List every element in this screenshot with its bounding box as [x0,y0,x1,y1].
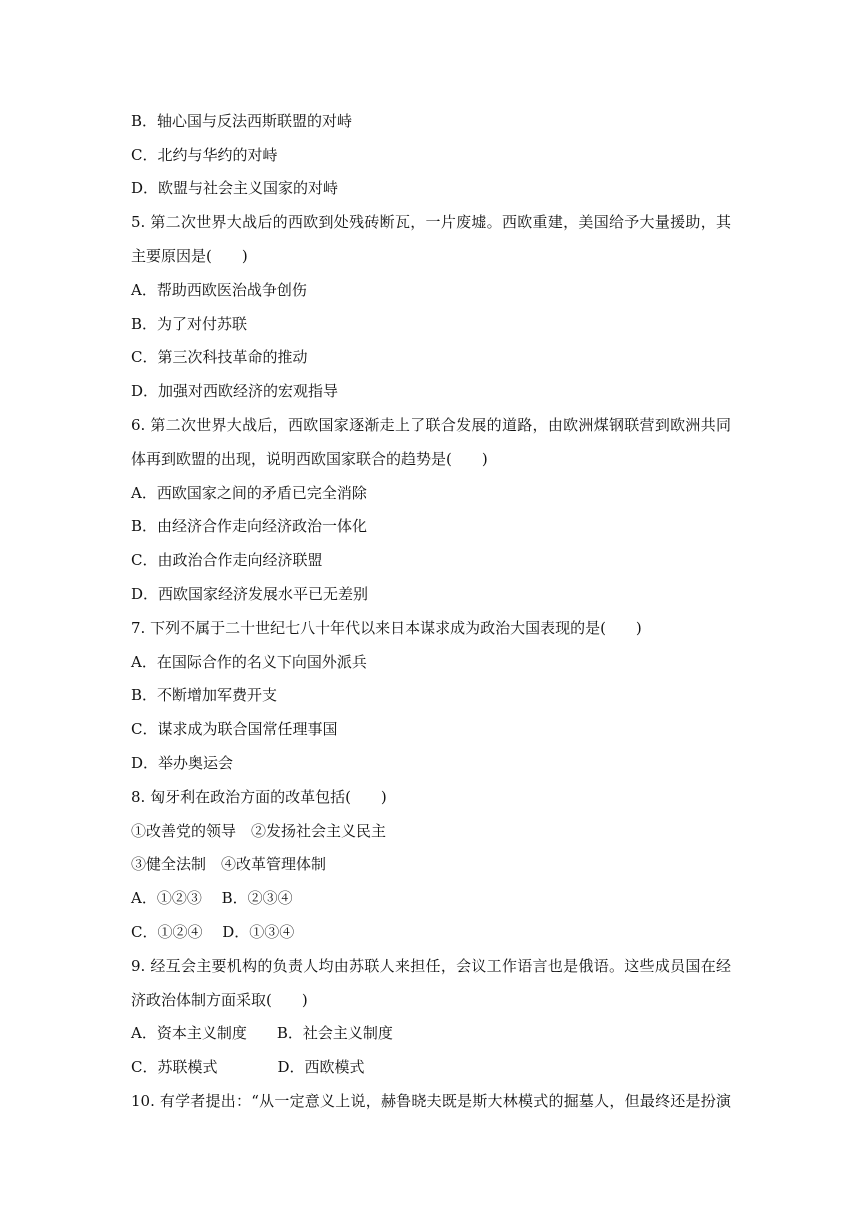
question-10-line-1: 10. 有学者提出：“从一定意义上说，赫鲁晓夫既是斯大林模式的掘墓人，但最终还是扮演 [131,1092,731,1110]
options-8cd: C．①②④ D．①③④ [131,923,295,941]
option-4c: C．北约与华约的对峙 [131,146,278,164]
question-8: 8. 匈牙利在政治方面的改革包括( ) [131,788,387,806]
question-9-line-1: 9. 经互会主要机构的负责人均由苏联人来担任，会议工作语言也是俄语。这些成员国在经 [131,957,731,975]
question-6-line-2: 体再到欧盟的出现，说明西欧国家联合的趋势是( ) [131,450,488,468]
question-5-line-1: 5. 第二次世界大战后的西欧到处残砖断瓦，一片废墟。西欧重建，美国给予大量援助，其 [131,213,731,231]
option-7b: B．不断增加军费开支 [131,686,278,704]
option-7a: A．在国际合作的名义下向国外派兵 [131,653,367,671]
option-5d: D．加强对西欧经济的宏观指导 [131,382,339,400]
option-5a: A．帮助西欧医治战争创伤 [131,281,307,299]
option-7d: D．举办奥运会 [131,754,234,772]
question-9-line-2: 济政治体制方面采取( ) [131,991,308,1009]
option-6c: C．由政治合作走向经济联盟 [131,551,323,569]
option-7c: C．谋求成为联合国常任理事国 [131,720,338,738]
options-9cd: C．苏联模式 D．西欧模式 [131,1058,365,1076]
options-9ab: A．资本主义制度 B．社会主义制度 [131,1024,393,1042]
option-6d: D．西欧国家经济发展水平已无差别 [131,585,369,603]
question-8-items-2: ③健全法制 ④改革管理体制 [131,855,327,873]
question-8-items-1: ①改善党的领导 ②发扬社会主义民主 [131,822,387,840]
option-6b: B．由经济合作走向经济政治一体化 [131,517,368,535]
option-5c: C．第三次科技革命的推动 [131,348,308,366]
option-6a: A．西欧国家之间的矛盾已完全消除 [131,484,367,502]
options-8ab: A．①②③ B．②③④ [131,889,293,907]
question-5-line-2: 主要原因是( ) [131,247,248,265]
question-7: 7. 下列不属于二十世纪七八十年代以来日本谋求成为政治大国表现的是( ) [131,619,642,637]
option-5b: B．为了对付苏联 [131,315,248,333]
question-6-line-1: 6. 第二次世界大战后，西欧国家逐渐走上了联合发展的道路，由欧洲煤钢联营到欧洲共同 [131,416,731,434]
option-4b: B．轴心国与反法西斯联盟的对峙 [131,112,353,130]
option-4d: D．欧盟与社会主义国家的对峙 [131,179,339,197]
